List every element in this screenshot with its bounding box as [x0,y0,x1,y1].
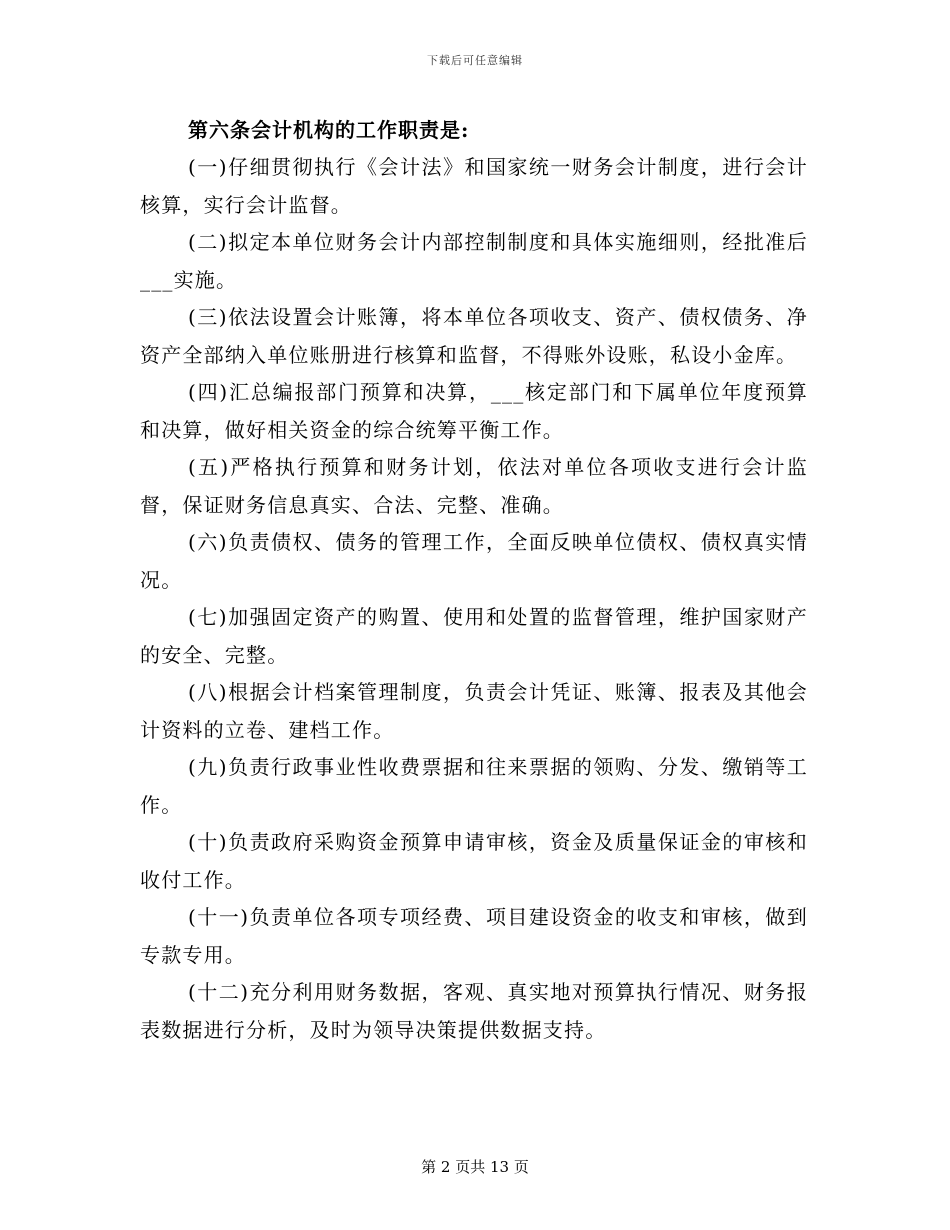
clause-11: (十一)负责单位各项专项经费、项目建设资金的收支和审核，做到专款专用。 [140,905,808,967]
page-footer: 第 2 页共 13 页 [421,1158,529,1176]
clause-9: (九)负责行政事业性收费票据和往来票据的领购、分发、缴销等工作。 [140,755,808,817]
clause-12: (十二)充分利用财务数据，客观、真实地对预算执行情况、财务报表数据进行分析，及时为领导决策提供数据支持。 [140,980,808,1042]
clause-2: (二)拟定本单位财务会计内部控制制度和具体实施细则，经批准后___实施。 [140,230,808,292]
clause-7: (七)加强固定资产的购置、使用和处置的监督管理，维护国家财产的安全、完整。 [140,605,808,667]
clause-10: (十)负责政府采购资金预算申请审核，资金及质量保证金的审核和收付工作。 [140,830,808,892]
clause-8: (八)根据会计档案管理制度，负责会计凭证、账簿、报表及其他会计资料的立卷、建档工作。 [140,680,808,742]
clause-3: (三)依法设置会计账簿，将本单位各项收支、资产、债权债务、净资产全部纳入单位账册进行核算和监督，不得账外设账，私设小金库。 [140,305,808,367]
clause-6: (六)负责债权、债务的管理工作，全面反映单位债权、债权真实情况。 [140,530,808,592]
clause-5: (五)严格执行预算和财务计划，依法对单位各项收支进行会计监督，保证财务信息真实、合法、完整、准确。 [140,455,808,517]
page-header: 下载后可任意编辑 [427,54,523,67]
document-body [140,112,808,1049]
clause-1: (一)仔细贯彻执行《会计法》和国家统一财务会计制度，进行会计核算，实行会计监督。 [140,155,808,217]
clause-4: (四)汇总编报部门预算和决算，___核定部门和下属单位年度预算和决算，做好相关资金的综合统筹平衡工作。 [140,380,808,442]
article-heading: 第六条会计机构的工作职责是: [188,118,470,142]
